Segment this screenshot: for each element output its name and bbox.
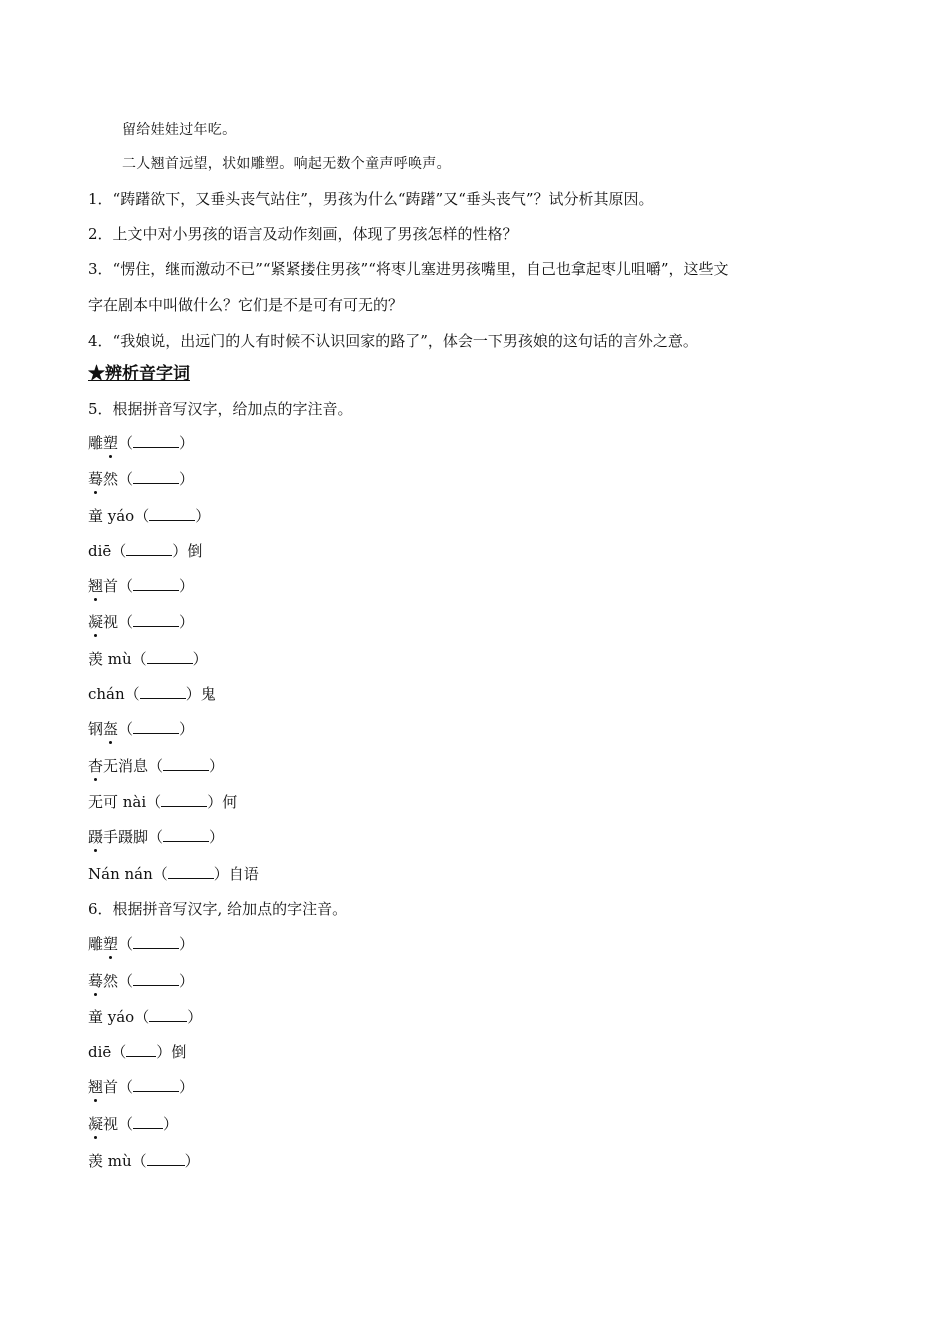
- question-5-prompt: 5．根据拼音写汉字，给加点的字注音。: [88, 400, 353, 418]
- section-heading: ★辨析音字词: [88, 364, 190, 384]
- q6-item-5: 翘首（ ）: [88, 1078, 195, 1096]
- q5-item-13: Nán nán（ ）自语: [88, 865, 259, 883]
- dotted-char: 杳: [88, 757, 104, 775]
- answer-blank[interactable]: [133, 719, 179, 734]
- dotted-char: 凝: [88, 613, 104, 631]
- dotted-char: 蹑: [88, 828, 104, 846]
- dotted-char: 翘: [88, 577, 104, 595]
- answer-blank[interactable]: [133, 433, 179, 448]
- question-3-line-1: 3．“愣住，继而激动不已”“紧紧搂住男孩”“将枣儿塞进男孩嘴里，自己也拿起枣儿咀嚼”，这些文: [88, 260, 729, 278]
- dotted-char: 盔: [103, 720, 119, 738]
- dotted-char: 塑: [103, 434, 119, 452]
- q5-item-5: 翘首（ ）: [88, 577, 195, 595]
- answer-blank[interactable]: [126, 541, 172, 556]
- q5-item-1: 雕塑（ ）: [88, 434, 195, 452]
- passage-line-2: 二人翘首远望，状如雕塑。响起无数个童声呼唤声。: [122, 156, 451, 172]
- answer-blank[interactable]: [133, 971, 179, 986]
- q6-item-1: 雕塑（ ）: [88, 935, 195, 953]
- answer-blank[interactable]: [147, 649, 193, 664]
- answer-blank[interactable]: [149, 506, 195, 521]
- q6-item-7: 羡 mù（ ）: [88, 1152, 200, 1170]
- answer-blank[interactable]: [133, 1077, 179, 1092]
- q5-item-9: 钢盔（ ）: [88, 720, 195, 738]
- dotted-char: 翘: [88, 1078, 104, 1096]
- dotted-char: 塑: [103, 935, 119, 953]
- answer-blank[interactable]: [133, 934, 179, 949]
- dotted-char: 蓦: [88, 470, 104, 488]
- answer-blank[interactable]: [133, 576, 179, 591]
- q6-item-2: 蓦然（ ）: [88, 972, 195, 990]
- dotted-char: 凝: [88, 1115, 104, 1133]
- q6-item-4: diē（ ）倒: [88, 1043, 187, 1061]
- question-6-prompt: 6．根据拼音写汉字, 给加点的字注音。: [88, 900, 348, 918]
- q5-item-10: 杳无消息（ ）: [88, 757, 225, 775]
- question-1: 1．“踌躇欲下，又垂头丧气站住”，男孩为什么“踌躇”又“垂头丧气”？试分析其原因。: [88, 190, 654, 208]
- question-2: 2．上文中对小男孩的语言及动作刻画，体现了男孩怎样的性格？: [88, 225, 518, 243]
- q5-item-11: 无可 nài（ ）何: [88, 793, 238, 811]
- question-3-line-2: 字在剧本中叫做什么？它们是不是可有可无的？: [88, 296, 404, 314]
- q5-item-4: diē（ ）倒: [88, 542, 203, 560]
- passage-line-1: 留给娃娃过年吃。: [122, 122, 237, 138]
- q6-item-6: 凝视（ ）: [88, 1115, 179, 1133]
- answer-blank[interactable]: [168, 864, 214, 879]
- answer-blank[interactable]: [163, 756, 209, 771]
- q5-item-8: chán（ ）鬼: [88, 685, 216, 703]
- q5-item-7: 羡 mù（ ）: [88, 650, 208, 668]
- answer-blank[interactable]: [133, 1114, 163, 1129]
- q5-item-6: 凝视（ ）: [88, 613, 195, 631]
- q5-item-12: 蹑手蹑脚（ ）: [88, 828, 225, 846]
- q5-item-3: 童 yáo（ ）: [88, 507, 211, 525]
- answer-blank[interactable]: [161, 792, 207, 807]
- answer-blank[interactable]: [147, 1151, 185, 1166]
- answer-blank[interactable]: [126, 1042, 156, 1057]
- answer-blank[interactable]: [149, 1007, 187, 1022]
- answer-blank[interactable]: [133, 469, 179, 484]
- answer-blank[interactable]: [140, 684, 186, 699]
- q6-item-3: 童 yáo（ ）: [88, 1008, 203, 1026]
- answer-blank[interactable]: [133, 612, 179, 627]
- q5-item-2: 蓦然（ ）: [88, 470, 195, 488]
- dotted-char: 蓦: [88, 972, 104, 990]
- answer-blank[interactable]: [163, 827, 209, 842]
- question-4: 4．“我娘说，出远门的人有时候不认识回家的路了”，体会一下男孩娘的这句话的言外之意。: [88, 332, 698, 350]
